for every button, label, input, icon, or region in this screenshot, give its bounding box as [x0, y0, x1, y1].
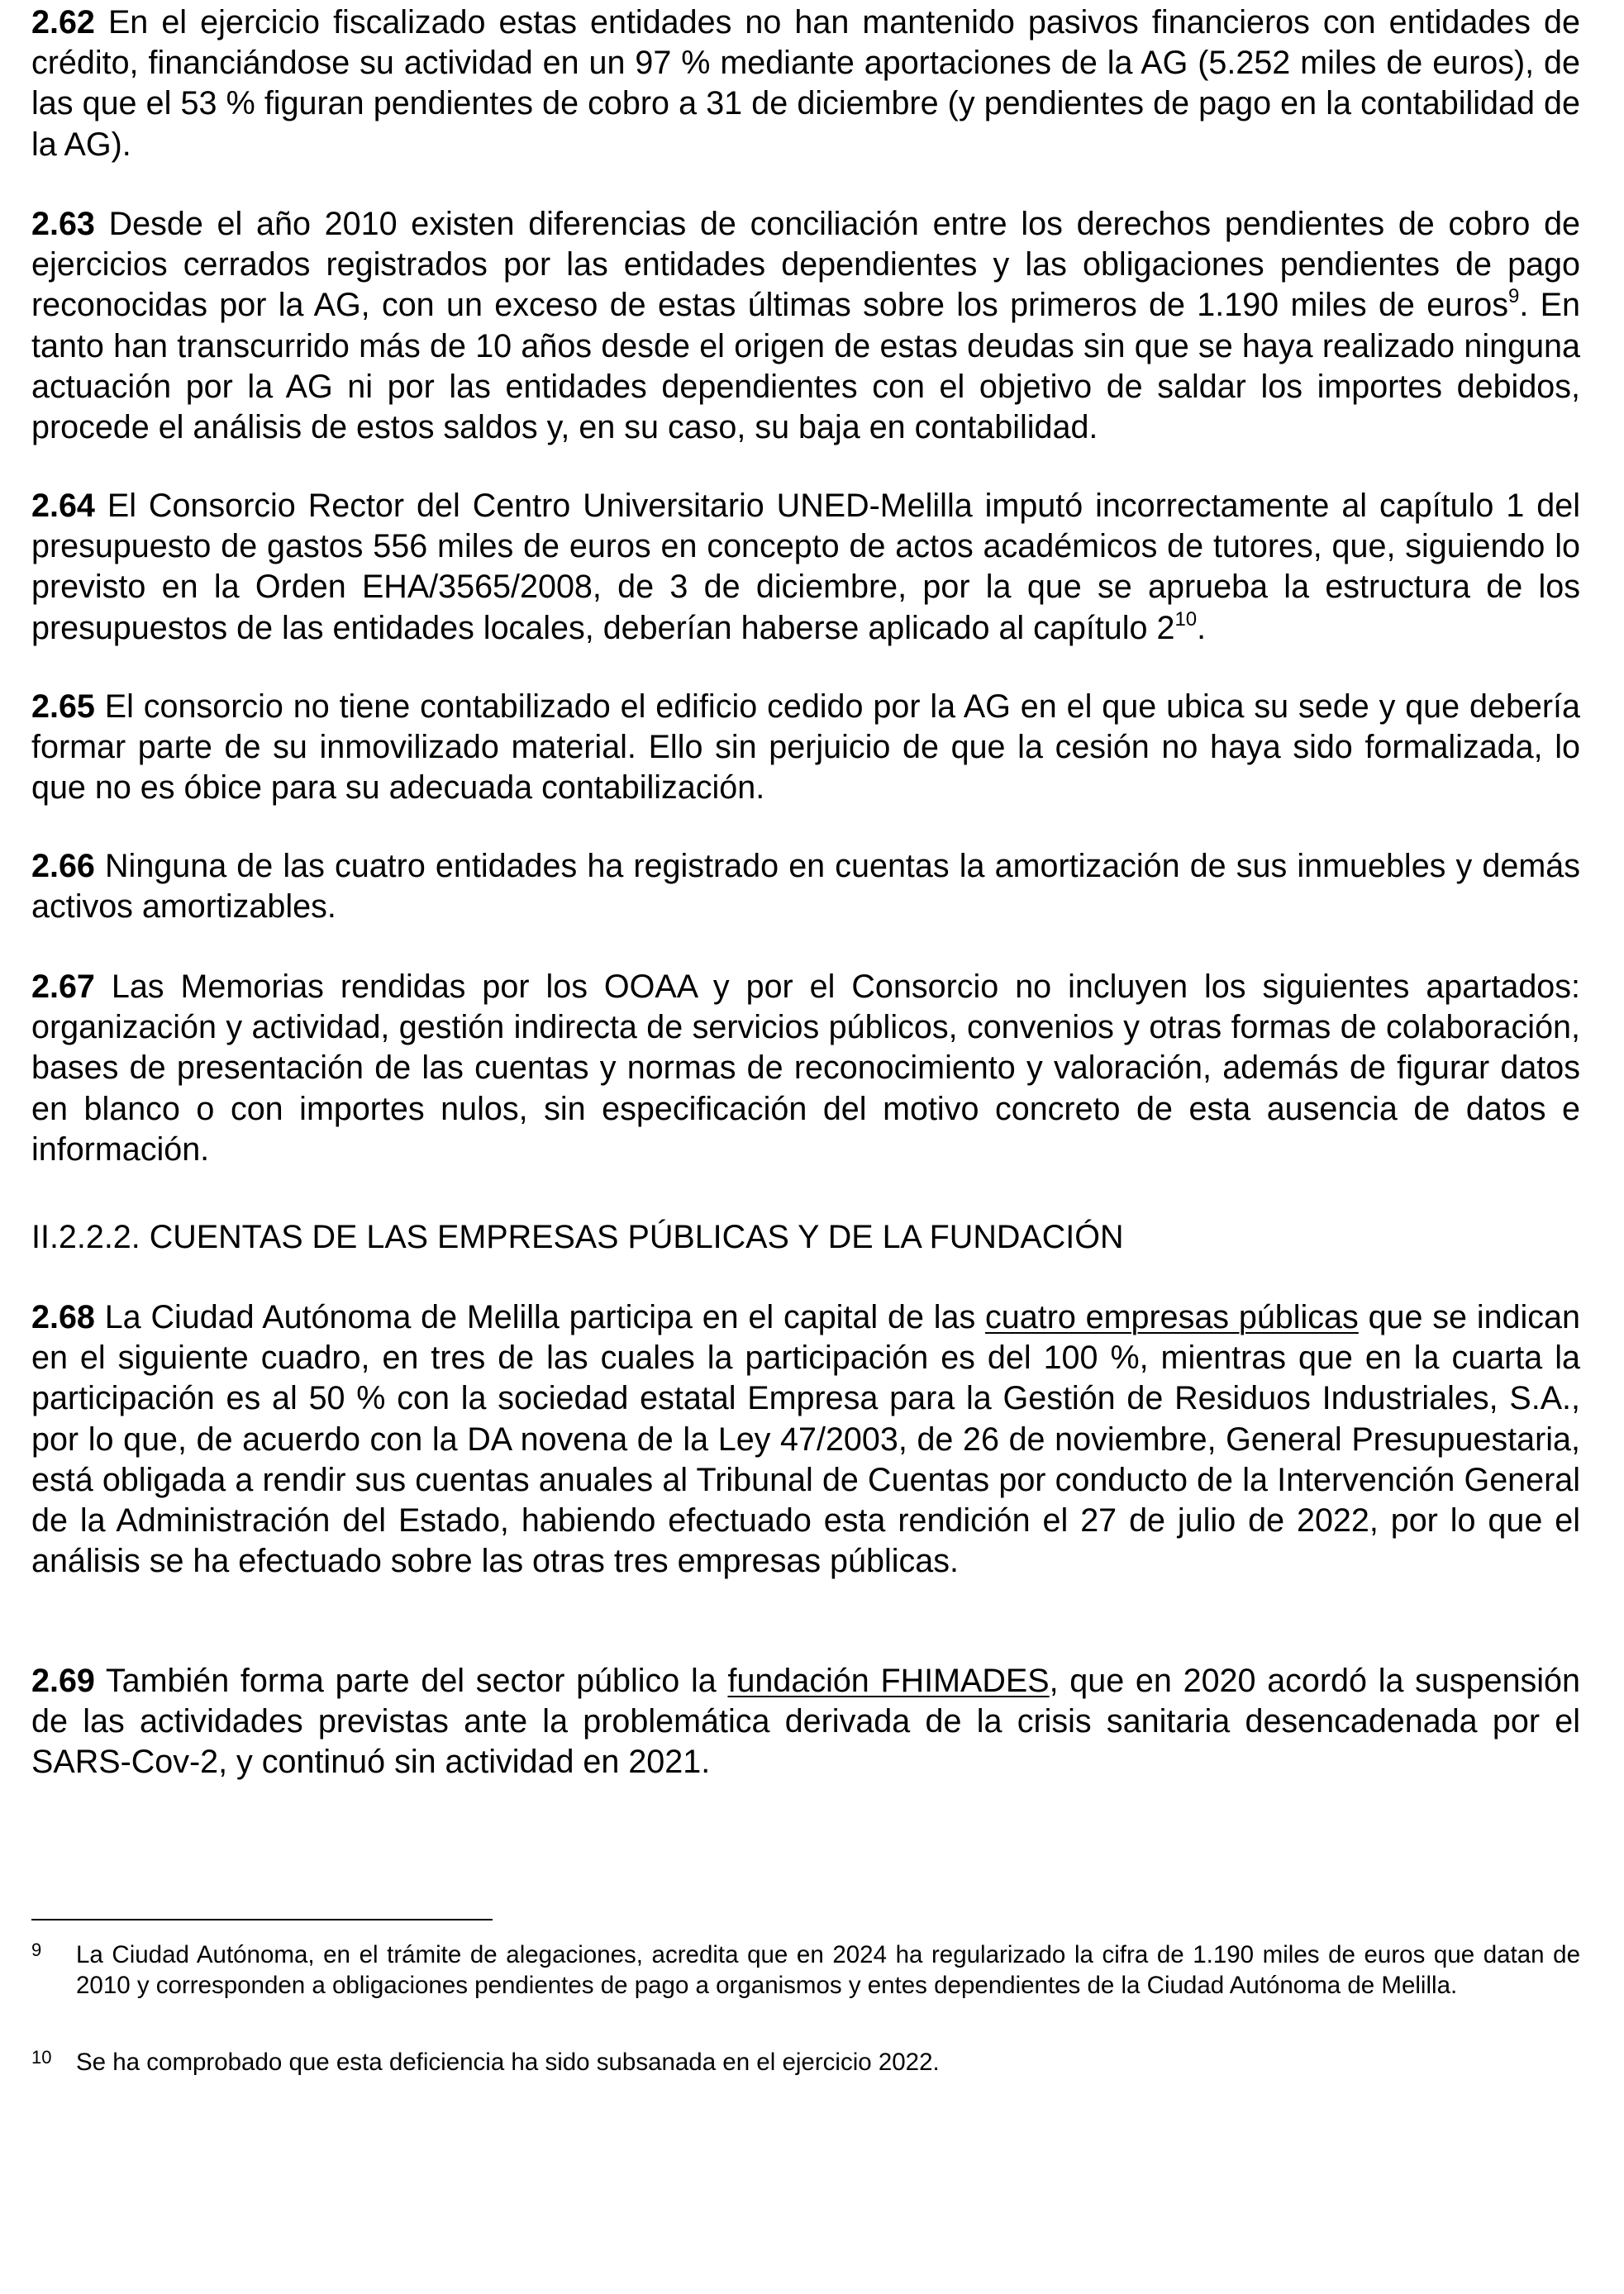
footnote-text: La Ciudad Autónoma, en el trámite de alegaciones, acredita que en 2024 ha regularizado la cifra de 1.190 miles de euros que datan de 2010 y corresponden a obligaciones pendientes de pago a organismos y entes dependientes de la Ciudad Autónoma de Melilla.: [76, 1941, 1580, 1999]
paragraph-text-continued: , que en 2020 acordó la suspensión de las actividades previstas ante la problemática derivada de la crisis sanitaria desencadenada por el SARS-Cov-2, y continuó sin actividad en 2021.: [31, 1663, 1580, 1781]
paragraph-text: El Consorcio Rector del Centro Universitario UNED-Melilla imputó incorrectamente al capítulo 1 del presupuesto de gastos 556 miles de euros en concepto de actos académicos de tutores, que, siguiendo lo previsto en la Orden EHA/3565/2008, de 3 de diciembre, por la que se aprueba la estructura de los presupuestos de las entidades locales, deberían haberse aplicado al capítulo 2: [31, 488, 1580, 646]
footnote-ref-9[interactable]: 9: [1508, 285, 1520, 308]
paragraph-2-65: [31, 687, 1580, 809]
paragraph-text-continued: que se indican en el siguiente cuadro, en tres de las cuales la participación es del 100 %, mientras que en la cuarta la participación es al 50 % con la sociedad estatal Empresa para la Gestión de Residuos Industriales, S.A., por lo que, de acuerdo con la DA novena de la Ley 47/2003, de 26 de noviembre, General Presupuestaria, está obligada a rendir sus cuentas anuales al Tribunal de Cuentas por conducto de la Intervención General de la Administración del Estado, habiendo efectuado esta rendición el 27 de julio de 2022, por lo que el análisis se ha efectuado sobre las otras tres empresas públicas.: [31, 1299, 1580, 1580]
paragraph-number: 2.69: [31, 1663, 95, 1699]
paragraph-text-continued: . En tanto han transcurrido más de 10 años desde el origen de estas deudas sin que se haya realizado ninguna actuación por la AG ni por las entidades dependientes con el objetivo de saldar los importes debidos, procede el análisis de estos saldos y, en su caso, su baja en contabilidad.: [31, 287, 1581, 446]
paragraph-text: Desde el año 2010 existen diferencias de conciliación entre los derechos pendientes de cobro de ejercicios cerrados registrados por las entidades dependientes y las obligaciones pendientes de pago reconocidas por la AG, con un exceso de estas últimas sobre los primeros de 1.190 miles de euros: [31, 206, 1580, 324]
link-cuatro-empresas-publicas[interactable]: cuatro empresas públicas: [985, 1299, 1359, 1335]
paragraph-text: Ninguna de las cuatro entidades ha registrado en cuentas la amortización de sus inmuebles y demás activos amortizables.: [31, 848, 1580, 926]
paragraph-number: 2.65: [31, 688, 95, 725]
paragraph-number: 2.62: [31, 4, 95, 40]
footnote-ref-10[interactable]: 10: [1174, 607, 1198, 631]
paragraph-text: Las Memorias rendidas por los OOAA y por el Consorcio no incluyen los siguientes apartados: organización y actividad, gestión indirecta de servicios públicos, convenios y otras formas de colaboración, bases de presentación de las cuentas y normas de reconocimiento y valoración, además de figurar datos en blanco o con importes nulos, sin especificación del motivo concreto de esta ausencia de datos e información.: [31, 969, 1580, 1168]
footnote-mark: 10: [31, 2047, 52, 2068]
paragraph-number: 2.63: [31, 206, 95, 242]
footnote-9: [31, 1939, 1580, 2001]
paragraph-2-62: [31, 2, 1580, 165]
paragraph-text: También forma parte del sector público la: [94, 1663, 728, 1699]
paragraph-number: 2.67: [31, 969, 95, 1005]
paragraph-text: En el ejercicio fiscalizado estas entidades no han mantenido pasivos financieros con entidades de crédito, financiándose su actividad en un 97 % mediante aportaciones de la AG (5.252 miles de euros), de las que el 53 % figuran pendientes de cobro a 31 de diciembre (y pendientes de pago en la contabilidad de la AG).: [31, 4, 1580, 163]
paragraph-number: 2.66: [31, 848, 95, 884]
paragraph-number: 2.68: [31, 1299, 95, 1335]
paragraph-2-64: [31, 486, 1580, 649]
paragraph-2-67: [31, 967, 1580, 1170]
footnote-10: [31, 2047, 1580, 2077]
paragraph-2-68: [31, 1297, 1580, 1582]
footnote-mark: 9: [31, 1939, 42, 1960]
paragraph-number: 2.64: [31, 488, 95, 524]
paragraph-2-63: [31, 204, 1580, 448]
paragraph-2-66: [31, 846, 1580, 927]
paragraph-text: La Ciudad Autónoma de Melilla participa en el capital de las: [94, 1299, 986, 1335]
paragraph-text-continued: .: [1197, 609, 1207, 646]
paragraph-text: El consorcio no tiene contabilizado el edificio cedido por la AG en el que ubica su sede y que debería formar parte de su inmovilizado material. Ello sin perjuicio de que la cesión no haya sido formalizada, lo que no es óbice para su adecuada contabilización.: [31, 688, 1580, 807]
paragraph-2-69: [31, 1661, 1580, 1783]
section-heading: II.2.2.2. CUENTAS DE LAS EMPRESAS PÚBLICAS Y DE LA FUNDACIÓN: [31, 1219, 1124, 1255]
link-fundacion-fhimades[interactable]: fundación FHIMADES: [727, 1663, 1050, 1699]
footnote-separator: [31, 1919, 493, 1920]
footnote-text: Se ha comprobado que esta deficiencia ha sido subsanada en el ejercicio 2022.: [76, 2049, 940, 2076]
